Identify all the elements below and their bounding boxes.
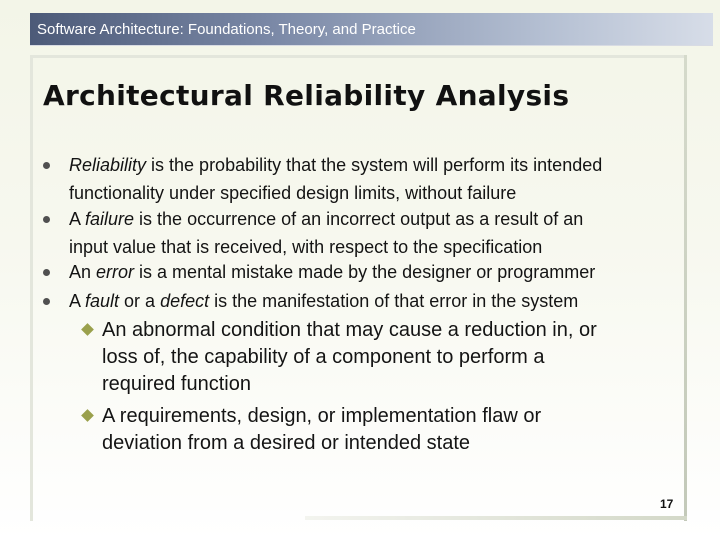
header-title: Software Architecture: Foundations, Theory, and Practice bbox=[37, 21, 416, 38]
bullet-text bbox=[69, 258, 681, 286]
bullet-span: input value that is received, with respect to the specification bbox=[69, 237, 543, 257]
bullet-text bbox=[69, 205, 681, 261]
sub-bullet-line: required function bbox=[102, 373, 251, 395]
bullet-span: is the probability that the system will perform its intended bbox=[146, 155, 603, 175]
slide-title: Architectural Reliability Analysis bbox=[43, 79, 570, 112]
bullet-text bbox=[69, 287, 681, 315]
sub-bullet-line: A requirements, design, or implementation flaw or bbox=[102, 405, 542, 427]
bullet-dot-icon bbox=[43, 162, 50, 169]
bullet-dot-icon bbox=[43, 298, 50, 305]
bullet-dot-icon bbox=[43, 216, 50, 223]
frame-shadow-bottom bbox=[305, 516, 687, 520]
header-bar bbox=[30, 13, 713, 46]
bullet-span: A bbox=[69, 291, 86, 311]
bullet-span: is a mental mistake made by the designer or programmer bbox=[134, 262, 596, 282]
sub-bullet-text bbox=[102, 317, 682, 398]
bullet-span: is the manifestation of that error in the system bbox=[209, 291, 579, 311]
bullet-span: is the occurrence of an incorrect output as a result of an bbox=[134, 209, 584, 229]
bullet-span: failure bbox=[85, 209, 135, 229]
bullet-text bbox=[69, 151, 681, 207]
bullet-span: Reliability bbox=[69, 155, 147, 175]
bullet-span: functionality under specified design limits, without failure bbox=[69, 183, 517, 203]
bullet-span: A bbox=[69, 209, 86, 229]
bullet-line bbox=[69, 233, 681, 261]
bullet-line bbox=[69, 205, 681, 233]
bullet-line bbox=[69, 179, 681, 207]
bullet-dot-icon bbox=[43, 269, 50, 276]
frame-shadow-right bbox=[684, 55, 687, 521]
sub-bullet-text bbox=[102, 403, 682, 457]
bullet-line bbox=[69, 151, 681, 179]
bullet-line bbox=[69, 258, 681, 286]
sub-bullet-line: An abnormal condition that may cause a reduction in, or bbox=[102, 319, 597, 341]
bullet-span: An bbox=[69, 262, 97, 282]
bullet-span: fault bbox=[85, 291, 120, 311]
sub-bullet-line: deviation from a desired or intended state bbox=[102, 432, 470, 454]
bullet-span: error bbox=[96, 262, 135, 282]
sub-bullet-line: loss of, the capability of a component to perform a bbox=[102, 346, 545, 368]
bullet-line bbox=[69, 287, 681, 315]
bullet-span: or a bbox=[119, 291, 161, 311]
bullet-span: defect bbox=[160, 291, 210, 311]
page-number: 17 bbox=[660, 497, 674, 511]
